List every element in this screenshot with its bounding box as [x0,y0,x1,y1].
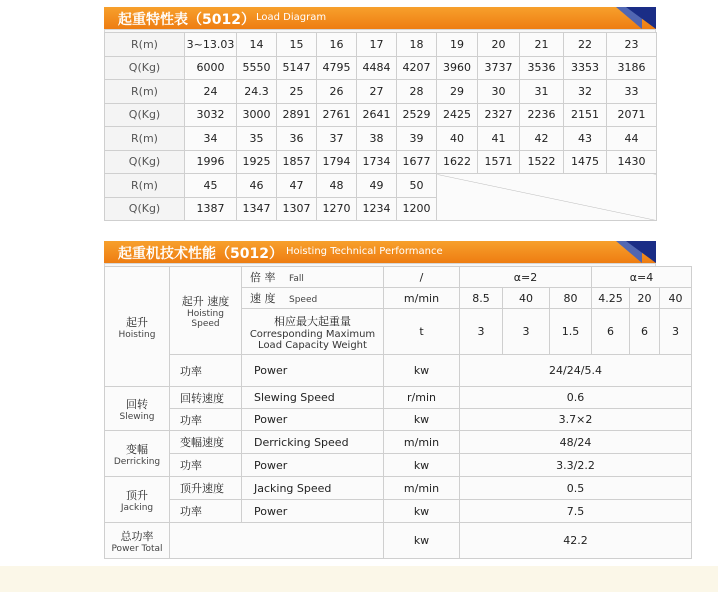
table-row [105,150,657,174]
table-cell: 40 [503,288,550,309]
max-load-en2: Load Capacity Weight [258,339,367,351]
tech-performance-subtitle: Hoisting Technical Performance [286,246,443,257]
table-row [105,80,657,104]
table-cell: 23 [607,33,657,57]
table-cell: 30 [478,80,520,104]
load-diagram-table [104,32,657,221]
speed-label-cell [242,288,384,309]
table-row [105,174,657,198]
table-cell: 17 [357,33,397,57]
hoist-power-value: 24/24/5.4 [460,355,692,387]
table-cell: 27 [357,80,397,104]
table-cell: 4795 [317,56,357,80]
derr-power-cn: 功率 [170,454,242,477]
derr-speed-en: Derricking Speed [242,431,384,454]
table-row [105,33,657,57]
table-cell: 1925 [237,150,277,174]
table-cell: 38 [357,127,397,151]
table-cell: 1996 [185,150,237,174]
table-cell: 3536 [520,56,564,80]
table-cell: 1677 [397,150,437,174]
table-cell: 1234 [357,197,397,221]
table-cell: 32 [564,80,607,104]
derricking-label-en: Derricking [113,456,161,467]
table-cell: 44 [607,127,657,151]
slew-speed-cn: 回转速度 [170,387,242,409]
slew-power-value: 3.7×2 [460,409,692,431]
row-label: Q(Kg) [105,150,185,174]
hoisting-group-cell [105,267,170,387]
load-diagram-title: 起重特性表（5012） [118,12,255,28]
table-cell: 37 [317,127,357,151]
table-cell: 2071 [607,103,657,127]
power-total-en: Power Total [111,543,163,554]
table-row [105,267,692,288]
table-cell: 3 [503,309,550,355]
table-cell: 1857 [277,150,317,174]
jack-power-cn: 功率 [170,500,242,523]
table-cell: 29 [437,80,478,104]
tech-performance-table [104,266,692,559]
slew-power-unit: kw [384,409,460,431]
table-cell: 80 [550,288,592,309]
table-row [105,477,692,500]
table-cell: 2761 [317,103,357,127]
header-accent-dark [626,241,656,263]
table-cell: 3186 [607,56,657,80]
max-load-cn: 相应最大起重量 [274,314,351,328]
row-label: Q(Kg) [105,103,185,127]
table-cell: 1.5 [550,309,592,355]
hoist-power-cn: 功率 [170,355,242,387]
table-cell: 47 [277,174,317,198]
header-accent-dark [626,7,656,29]
table-cell: 5147 [277,56,317,80]
table-row [105,523,692,559]
table-cell: 1571 [478,150,520,174]
table-row [105,56,657,80]
table-cell: 20 [630,288,660,309]
fall-alpha2: α=2 [460,267,592,288]
fall-label-cn: 倍 率 [250,271,276,284]
power-total-cell [105,523,170,559]
jack-speed-en: Jacking Speed [242,477,384,500]
derr-speed-value: 48/24 [460,431,692,454]
power-total-unit: kw [384,523,460,559]
row-label: Q(Kg) [105,56,185,80]
table-cell: 8.5 [460,288,503,309]
table-cell: 2425 [437,103,478,127]
table-cell: 5550 [237,56,277,80]
tech-performance-title: 起重机技术性能（5012） [118,246,283,262]
table-cell: 41 [478,127,520,151]
table-cell: 2151 [564,103,607,127]
table-cell: 4484 [357,56,397,80]
hoist-power-en: Power [242,355,384,387]
table-cell: 2641 [357,103,397,127]
hoisting-speed-en2: Speed [191,318,220,329]
table-cell: 3000 [237,103,277,127]
jack-speed-unit: m/min [384,477,460,500]
row-label: Q(Kg) [105,197,185,221]
table-cell: 48 [317,174,357,198]
table-cell: 46 [237,174,277,198]
table-cell: 1430 [607,150,657,174]
slew-power-cn: 功率 [170,409,242,431]
table-cell: 21 [520,33,564,57]
table-cell: 34 [185,127,237,151]
fall-label-cell [242,267,384,288]
table-cell: 19 [437,33,478,57]
max-load-en1: Corresponding Maximum [249,328,376,340]
jacking-label-en: Jacking [120,502,154,513]
row-label: R(m) [105,127,185,151]
fall-alpha4: α=4 [592,267,692,288]
table-cell: 16 [317,33,357,57]
table-cell: 3960 [437,56,478,80]
table-cell: 31 [520,80,564,104]
table-row [105,431,692,454]
table-cell: 2529 [397,103,437,127]
jack-speed-cn: 顶升速度 [170,477,242,500]
hoist-power-unit: kw [384,355,460,387]
table-cell: 4207 [397,56,437,80]
derr-power-value: 3.3/2.2 [460,454,692,477]
table-cell: 25 [277,80,317,104]
table-cell: 50 [397,174,437,198]
jacking-label-cn: 顶升 [126,488,148,502]
table-cell: 45 [185,174,237,198]
table-row [105,103,657,127]
speed-unit: m/min [384,288,460,309]
jack-power-en: Power [242,500,384,523]
slewing-label-en: Slewing [119,411,155,422]
table-cell: 6000 [185,56,237,80]
table-cell: 3 [460,309,503,355]
table-cell: 1734 [357,150,397,174]
table-row [105,454,692,477]
table-cell: 1307 [277,197,317,221]
power-total-blank [170,523,384,559]
slew-speed-value: 0.6 [460,387,692,409]
row-label: R(m) [105,174,185,198]
table-cell: 28 [397,80,437,104]
derricking-group-cell [105,431,170,477]
hoisting-label-en: Hoisting [118,329,156,340]
table-cell: 1622 [437,150,478,174]
table-cell: 1475 [564,150,607,174]
table-row [105,127,657,151]
hoisting-speed-cn: 起升 速度 [181,294,230,308]
table-cell: 43 [564,127,607,151]
derr-power-en: Power [242,454,384,477]
table-cell: 4.25 [592,288,630,309]
derr-speed-cn: 变幅速度 [170,431,242,454]
slew-power-en: Power [242,409,384,431]
table-cell: 40 [660,288,692,309]
table-cell: 1200 [397,197,437,221]
max-load-label-cell [242,309,384,355]
table-cell: 35 [237,127,277,151]
table-cell: 3353 [564,56,607,80]
table-cell: 18 [397,33,437,57]
jack-power-value: 7.5 [460,500,692,523]
slew-speed-unit: r/min [384,387,460,409]
jack-speed-value: 0.5 [460,477,692,500]
power-total-value: 42.2 [460,523,692,559]
hoisting-label-cn: 起升 [126,315,148,329]
slewing-label-cn: 回转 [126,397,148,411]
hoisting-speed-en1: Hoisting [187,308,224,319]
table-cell: 6 [592,309,630,355]
table-cell: 24 [185,80,237,104]
speed-label-cn: 速 度 [250,292,276,305]
table-cell: 2891 [277,103,317,127]
load-diagram-header [104,7,656,29]
table-row [105,355,692,387]
load-diagram-subtitle: Load Diagram [256,12,327,23]
derr-speed-unit: m/min [384,431,460,454]
table-cell: 2327 [478,103,520,127]
table-row [105,500,692,523]
table-cell: 20 [478,33,520,57]
table-cell: 3737 [478,56,520,80]
table-cell: 6 [630,309,660,355]
table-row [105,409,692,431]
table-cell: 3 [660,309,692,355]
row-label: R(m) [105,33,185,57]
speed-label-en: Speed [289,295,318,305]
table-cell: 2236 [520,103,564,127]
table-row [105,387,692,409]
table-cell: 1347 [237,197,277,221]
table-cell: 15 [277,33,317,57]
empty-diagonal-cell [437,174,657,221]
table-cell: 24.3 [237,80,277,104]
max-load-unit: t [384,309,460,355]
fall-label-en: Fall [289,274,304,284]
slew-speed-en: Slewing Speed [242,387,384,409]
footer-strip [0,566,718,592]
derr-power-unit: kw [384,454,460,477]
table-cell: 1522 [520,150,564,174]
row-label: R(m) [105,80,185,104]
table-cell: 26 [317,80,357,104]
table-cell: 39 [397,127,437,151]
table-cell: 1387 [185,197,237,221]
tech-performance-header [104,241,656,263]
derricking-label-cn: 变幅 [126,442,148,456]
table-cell: 3~13.03 [185,33,237,57]
table-cell: 40 [437,127,478,151]
fall-unit: / [384,267,460,288]
table-cell: 3032 [185,103,237,127]
jacking-group-cell [105,477,170,523]
table-cell: 42 [520,127,564,151]
table-cell: 14 [237,33,277,57]
slewing-group-cell [105,387,170,431]
table-cell: 49 [357,174,397,198]
table-cell: 33 [607,80,657,104]
table-cell: 22 [564,33,607,57]
hoisting-speed-cell [170,267,242,355]
table-cell: 1794 [317,150,357,174]
table-cell: 36 [277,127,317,151]
table-cell: 1270 [317,197,357,221]
jack-power-unit: kw [384,500,460,523]
power-total-cn: 总功率 [120,529,154,543]
